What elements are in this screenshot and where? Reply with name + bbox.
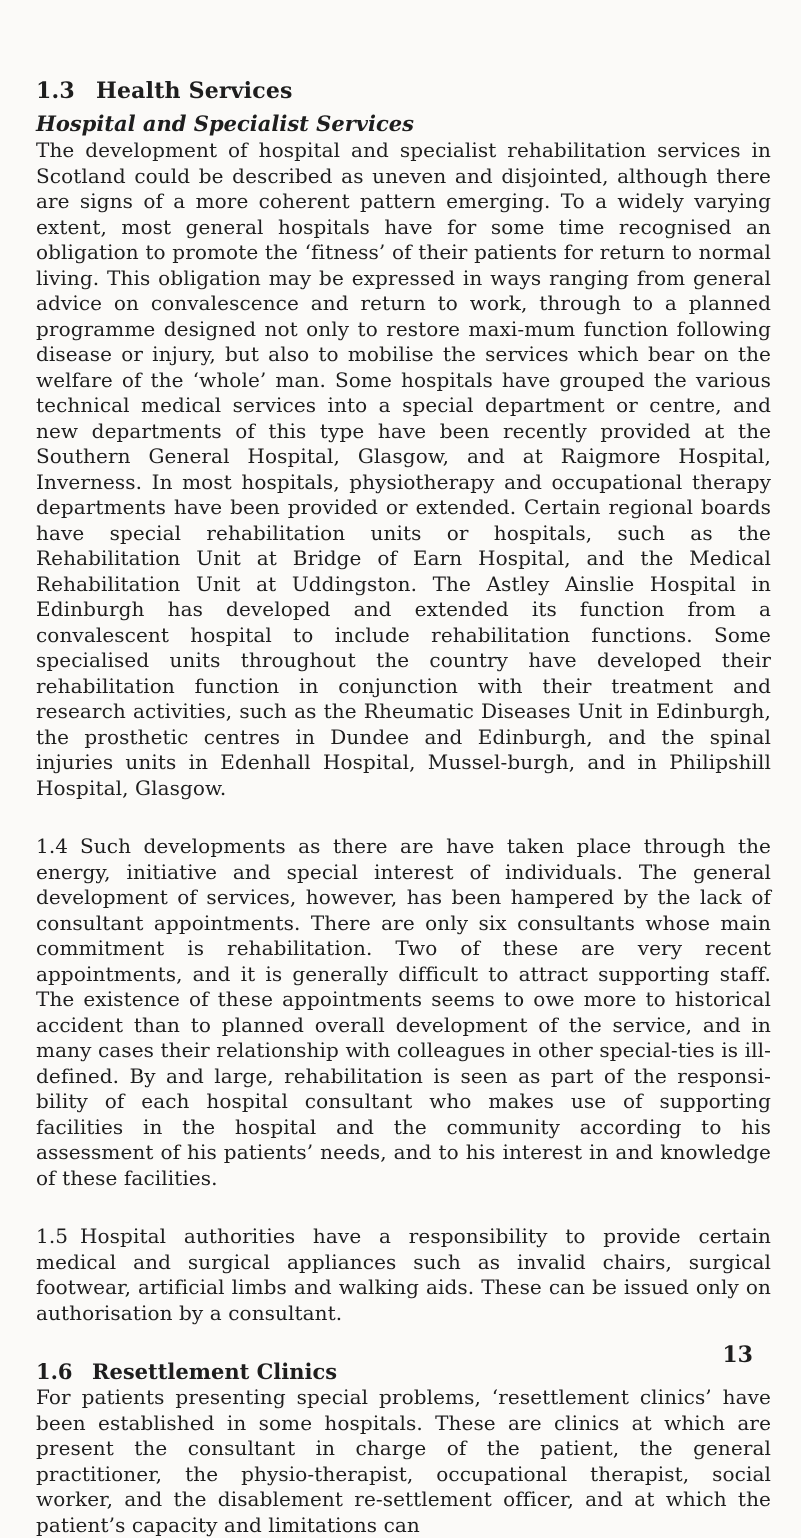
- section-number: 1.6: [36, 1359, 73, 1384]
- page-number: 13: [722, 1342, 753, 1368]
- section-number: 1.3: [36, 78, 75, 104]
- paragraph-text: Such developments as there are have taken place through the energy, initiative and special interest of individuals. The general development of services, however, has been hampered by the lack of consultant appointments. There are only six consultants whose main commitment is rehabilitation. Two of these are very recent appointments, and it is generally difficult to attract supporting staff. The existence of these appointments seems to owe more to historical accident than to planned overall development of the service, and in many cases their relationship with colleagues in other special-ties is ill-defined. By and large, rehabilitation is seen as part of the responsi-bility of each hospital consultant who makes use of supporting facilities in the hospital and the community according to his assessment of his patients’ needs, and to his interest in and knowledge of these facilities.: [36, 834, 771, 1190]
- paragraph-number: 1.4: [36, 834, 69, 858]
- spacer: [36, 1326, 771, 1359]
- section-title: Resettlement Clinics: [92, 1359, 338, 1384]
- paragraph-number: 1.5: [36, 1224, 69, 1248]
- spacer: [36, 1191, 771, 1224]
- paragraph-1-6: For patients presenting special problems, ‘resettlement clinics’ have been established in some hospitals. These are clinics at which are present the consultant in charge of the patient, the general practitioner, the physio-therapist, occupational therapist, social worker, and the disablement re-settlement officer, and at which the patient’s capacity and limitations can: [36, 1385, 771, 1537]
- paragraph-1-5: [36, 1224, 771, 1326]
- section-heading-health-services: [36, 78, 771, 104]
- subheading-hospital-services: Hospital and Specialist Services: [36, 111, 414, 136]
- section-heading-resettlement-clinics: [36, 1359, 771, 1385]
- section-title: Health Services: [96, 78, 293, 104]
- spacer: [36, 801, 771, 834]
- paragraph-text: Hospital authorities have a responsibility to provide certain medical and surgical appliances such as invalid chairs, surgical footwear, artificial limbs and walking aids. These can be issued only on authorisation by a consultant.: [36, 1224, 771, 1325]
- paragraph-1-3: The development of hospital and specialist rehabilitation services in Scotland could be described as uneven and disjointed, although there are signs of a more coherent pattern emerging. To a widely varying extent, most general hospitals have for some time recognised an obligation to promote the ‘fitness’ of their patients for return to normal living. This obligation may be expressed in ways ranging from general advice on convalescence and return to work, through to a planned programme designed not only to restore maxi-mum function following disease or injury, but also to mobilise the services which bear on the welfare of the ‘whole’ man. Some hospitals have grouped the various technical medical services into a special department or centre, and new departments of this type have been recently provided at the Southern General Hospital, Glasgow, and at Raigmore Hospital, Inverness. In most hospitals, physiotherapy and occupational therapy departments have been provided or extended. Certain regional boards have special rehabilitation units or hospitals, such as the Rehabilitation Unit at Bridge of Earn Hospital, and the Medical Rehabilitation Unit at Uddingston. The Astley Ainslie Hospital in Edinburgh has developed and extended its function from a convalescent hospital to include rehabilitation functions. Some specialised units throughout the country have developed their rehabilitation function in conjunction with their treatment and research activities, such as the Rheumatic Diseases Unit in Edinburgh, the prosthetic centres in Dundee and Edinburgh, and the spinal injuries units in Edenhall Hospital, Mussel-burgh, and in Philipshill Hospital, Glasgow.: [36, 138, 771, 800]
- paragraph-1-4: [36, 834, 771, 1191]
